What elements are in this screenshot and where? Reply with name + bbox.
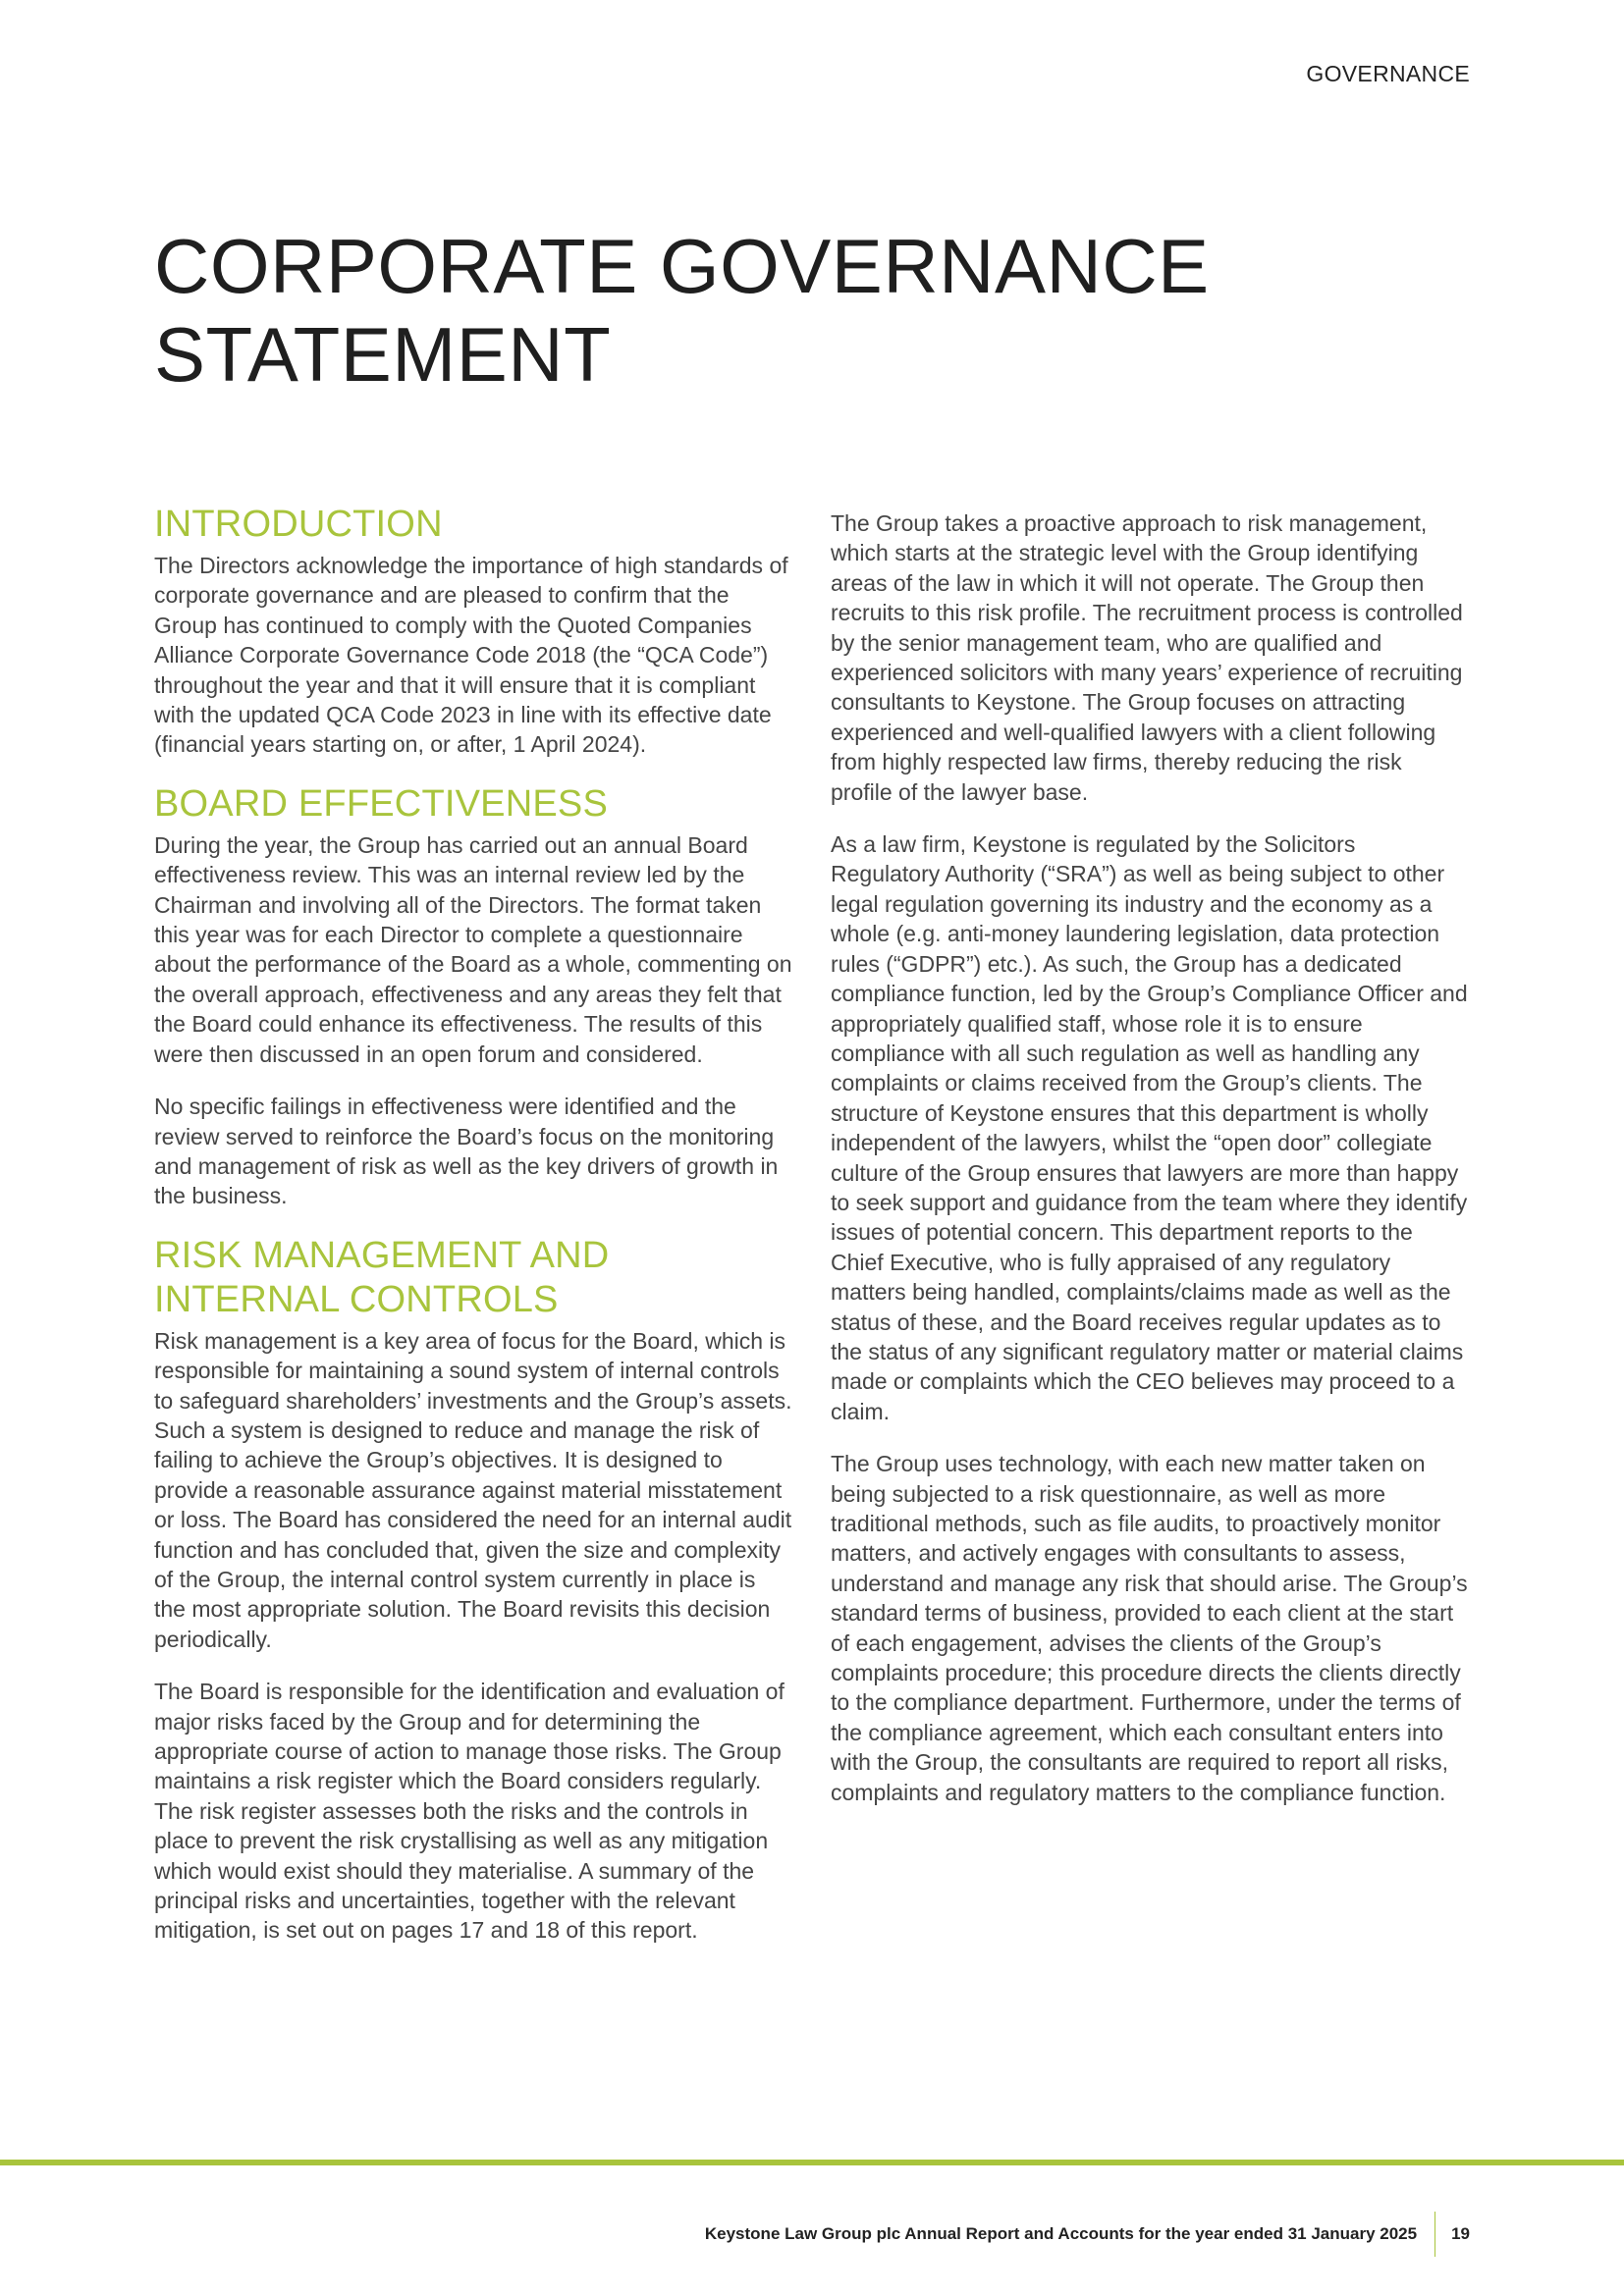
introduction-section xyxy=(154,503,792,760)
introduction-paragraph: The Directors acknowledge the importance of high standards of corporate governance and are pleased to confirm that the Group has continued to comply with the Quoted Companies Alliance Corporate Governance Code 2018 (the “QCA Code”) throughout the year and that it will ensure that it is compliant with the updated QCA Code 2023 in line with its effective date (financial years starting on, or after, 1 April 2024). xyxy=(154,553,788,758)
board-effectiveness-section xyxy=(154,782,792,1211)
page-title-line1: CORPORATE GOVERNANCE xyxy=(154,223,1210,309)
board-effectiveness-heading: BOARD EFFECTIVENESS xyxy=(154,782,608,825)
introduction-heading: INTRODUCTION xyxy=(154,504,443,545)
footer xyxy=(705,2212,1470,2257)
risk-management-heading-line2: INTERNAL CONTROLS xyxy=(154,1278,559,1320)
technology-paragraph: The Group uses technology, with each new matter taken on being subjected to a risk questionnaire, as well as more traditional methods, such as file audits, to proactively monitor matters, and actively engages with consultants to assess, understand and manage any risk that should arise. The Group’s standard terms of business, provided to each client at the start of each engagement, advises the clients of the Group’s complaints procedure; this procedure directs the clients directly to the compliance department. Furthermore, under the terms of the compliance agreement, which each consultant enters into with the Group, the consultants are required to report all risks, complaints and regulatory matters to the compliance function. xyxy=(831,1451,1468,1805)
left-column xyxy=(154,503,792,1968)
risk-management-paragraph-2: The Board is responsible for the identification and evaluation of major risks faced by the Group and for determining the appropriate course of action to manage those risks. The Group maintains a risk register which the Board considers regularly. The risk register assesses both the risks and the controls in place to prevent the risk crystallising as well as any mitigation which would exist should they materialise. A summary of the principal risks and uncertainties, together with the relevant mitigation, is set out on pages 17 and 18 of this report. xyxy=(154,1679,785,1944)
page-number: 19 xyxy=(1451,2224,1470,2243)
board-effectiveness-paragraph-1: During the year, the Group has carried out an annual Board effectiveness review. This was an internal review led by the Chairman and involving all of the Directors. The format taken this year was for each Director to complete a questionnaire about the performance of the Board as a whole, commenting on the overall approach, effectiveness and any areas they felt that the Board could enhance its effectiveness. The results of this were then discussed in an open forum and considered. xyxy=(154,831,792,1067)
risk-management-paragraph-1: Risk management is a key area of focus for the Board, which is responsible for maintaining a sound system of internal controls to safeguard shareholders’ investments and the Group’s assets. Such a system is designed to reduce and manage the risk of failing to achieve the Group’s objectives. It is designed to provide a reasonable assurance against material misstatement or loss. The Board has considered the need for an internal audit function and has concluded that, given the size and complexity of the Group, the internal control system currently in place is the most appropriate solution. The Board revisits this decision periodically. xyxy=(154,1327,792,1652)
footer-rule xyxy=(0,2160,1624,2165)
page-title xyxy=(154,222,1431,399)
board-effectiveness-paragraph-2: No specific failings in effectiveness were identified and the review served to reinforce the Board’s focus on the monitoring and management of risk as well as the key drivers of growth in the business. xyxy=(154,1094,779,1209)
risk-management-heading xyxy=(154,1234,792,1322)
risk-management-heading-line1: RISK MANAGEMENT AND xyxy=(154,1234,610,1276)
right-column xyxy=(831,508,1469,1830)
risk-management-section xyxy=(154,1234,792,1946)
section-label: GOVERNANCE xyxy=(1306,61,1470,86)
regulation-paragraph: As a law firm, Keystone is regulated by the Solicitors Regulatory Authority (“SRA”) as well as being subject to other legal regulation governing its industry and the economy as a whole (e.g. anti-money laundering legislation, data protection rules (“GDPR”) etc.). As such, the Group has a dedicated compliance function, led by the Group’s Compliance Officer and appropriately qualified staff, whose role it is to ensure compliance with all such regulation as well as handling any complaints or claims received from the Group’s clients. The structure of Keystone ensures that this department is wholly independent of the lawyers, whilst the “open door” collegiate culture of the Group ensures that lawyers are more than happy to seek support and guidance from the team where they identify issues of potential concern. This department reports to the Chief Executive, who is fully appraised of any regulatory matters being handled, complaints/claims made as well as the status of these, and the Board receives regular updates as to the status of any significant regulatory matter or material claims made or complaints which the CEO believes may proceed to a claim. xyxy=(831,831,1468,1424)
footer-report-title: Keystone Law Group plc Annual Report and Accounts for the year ended 31 January 2025 xyxy=(704,2224,1418,2243)
page-title-line2: STATEMENT xyxy=(154,311,612,398)
risk-approach-paragraph: The Group takes a proactive approach to risk management, which starts at the strategic level with the Group identifying areas of the law in which it will not operate. The Group then recruits to this risk profile. The recruitment process is controlled by the senior management team, who are qualified and experienced solicitors with many years’ experience of recruiting consultants to Keystone. The Group focuses on attracting experienced and well-qualified lawyers with a client following from highly respected law firms, thereby reducing the risk profile of the lawyer base. xyxy=(831,510,1463,805)
